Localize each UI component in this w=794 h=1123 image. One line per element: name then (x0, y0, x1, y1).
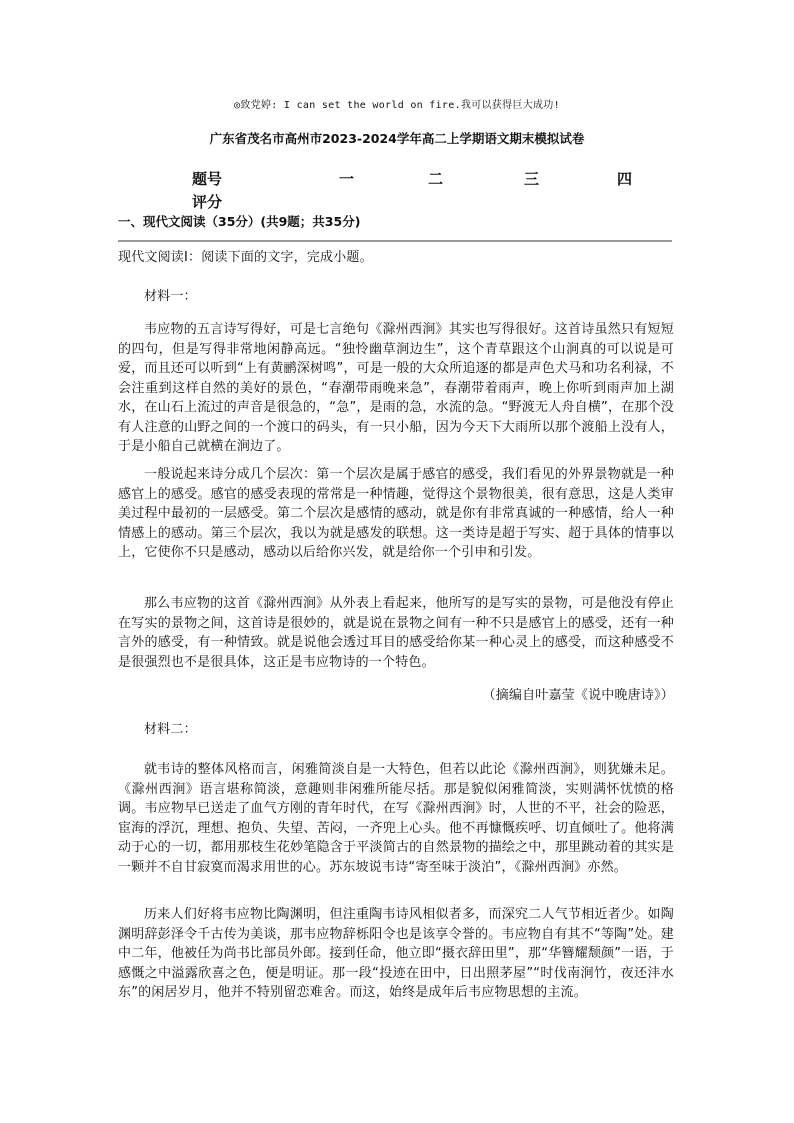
score-col-3: 三 (524, 170, 540, 188)
exam-title: 广东省茂名市高州市2023-2024学年高二上学期语文期末模拟试卷 (209, 131, 585, 146)
motto-line: ◎致党婷: I can set the world on fire.我可以获得巨大成功! (234, 100, 560, 111)
material-1-label: 材料一： (144, 289, 197, 304)
material-2-paragraph-1: 就韦诗的整体风格而言，闲雅简淡自是一大特色，但若以此论《滁州西涧》，则犹嫌未足。《滁州西涧》语言堪称简淡，意趣则非闲雅所能尽括。那是貌似闲雅简淡，实则满怀忧愤的格调。韦应物早已送走了血气方刚的青年时代，在写《滁州西涧》时，人世的不平，社会的险恶，宦海的浮沉，理想、抱负、失望、苦闷，一齐兜上心头。他不再慷慨疾呼、切直倾吐了。他将满动于心的一切，都用那枝生花妙笔隐含于平淡简古的自然景物的描绘之中，那里跳动着的其实是一颗并不自甘寂寞而渴求用世的心。苏东坡说韦诗“寄至味于淡泊”，《滁州西涧》亦然。 (118, 762, 674, 875)
material-2-paragraph-2: 历来人们好将韦应物比陶渊明，但注重陶韦诗风相似者多，而深究二人气节相近者少。如陶渊明辞彭泽令千古传为美谈，那韦应物辞栎阳令也是该享令誉的。韦应物自有其不“等陶”处。建中二年，他被任为尚书比部员外郎。接到任命，他立即“摄衣辞田里”，那“华簪耀颓颜”一语，于感慨之中溢露欣喜之色，便是明证。那一段“投迹在田中，日出照茅屋”“时伐南涧竹，夜还沣水东”的闲居岁月，他并不特别留恋难舍。而这，始终是成年后韦应物思想的主流。 (118, 907, 674, 1000)
material-1-paragraph-1: 韦应物的五言诗写得好，可是七言绝句《滁州西涧》其实也写得很好。这首诗虽然只有短短的四句，但是写得非常地闲静高远。“独怜幽草涧边生”，这个青草跟这个山涧真的可以说是可爱，而且还可以听到“上有黄鹂深树鸣”，可是一般的大众所追逐的都是声色犬马和功名利禄，不会注重到这样自然的美好的景色，“春潮带雨晚来急”，春潮带着雨声，晚上你听到雨声加上湖水，在山石上流过的声音是很急的，“急”，是雨的急，水流的急。“野渡无人舟自横”，在那个没有人注意的山野之间的一个渡口的码头，有一只小船，因为今天下大雨所以那个渡船上没有人，于是小船自己就横在涧边了。 (118, 322, 674, 454)
score-row-label: 评分 (192, 193, 223, 211)
reading-instruction: 现代文阅读Ⅰ：阅读下面的文字，完成小题。 (118, 250, 373, 265)
material-1-paragraph-2: 一般说起来诗分成几个层次：第一个层次是属于感官的感受，我们看见的外界景物就是一种感官上的感受。感官的感受表现的常常是一种情趣，觉得这个景物很美，很有意思，这是人类审美过程中最初的一层感受。第二个层次是感情的感动，就是你有非常真诚的一种感情，给人一种情感上的感动。第三个层次，我以为就是感发的联想。这一类诗是超于写实、超于具体的情事以上，它使你不只是感动，感动以后给你兴发，就是给你一个引申和引发。 (118, 467, 674, 560)
material-1-paragraph-3: 那么韦应物的这首《滁州西涧》从外表上看起来，他所写的是写实的景物，可是他没有停止在写实的景物之间，这首诗是很妙的，就是说在景物之间有一种不只是感官上的感受，还有一种言外的感受，有一种情致。就是说他会透过耳目的感受给你某一种心灵上的感受，而这种感受不是很强烈也不是很具体，这正是韦应物诗的一个特色。 (118, 596, 674, 670)
score-col-2: 二 (428, 170, 444, 188)
question-number-label: 题号 (192, 170, 223, 188)
score-table-header-row (0, 168, 794, 188)
section-heading: 一、现代文阅读（35分）(共9题；共35分) (118, 214, 361, 229)
section-divider (118, 240, 672, 242)
material-2-label: 材料二： (144, 722, 197, 737)
score-col-1: 一 (339, 170, 355, 188)
material-1-source: （摘编自叶嘉莹《说中晚唐诗》） (482, 688, 674, 703)
score-col-4: 四 (617, 170, 633, 188)
